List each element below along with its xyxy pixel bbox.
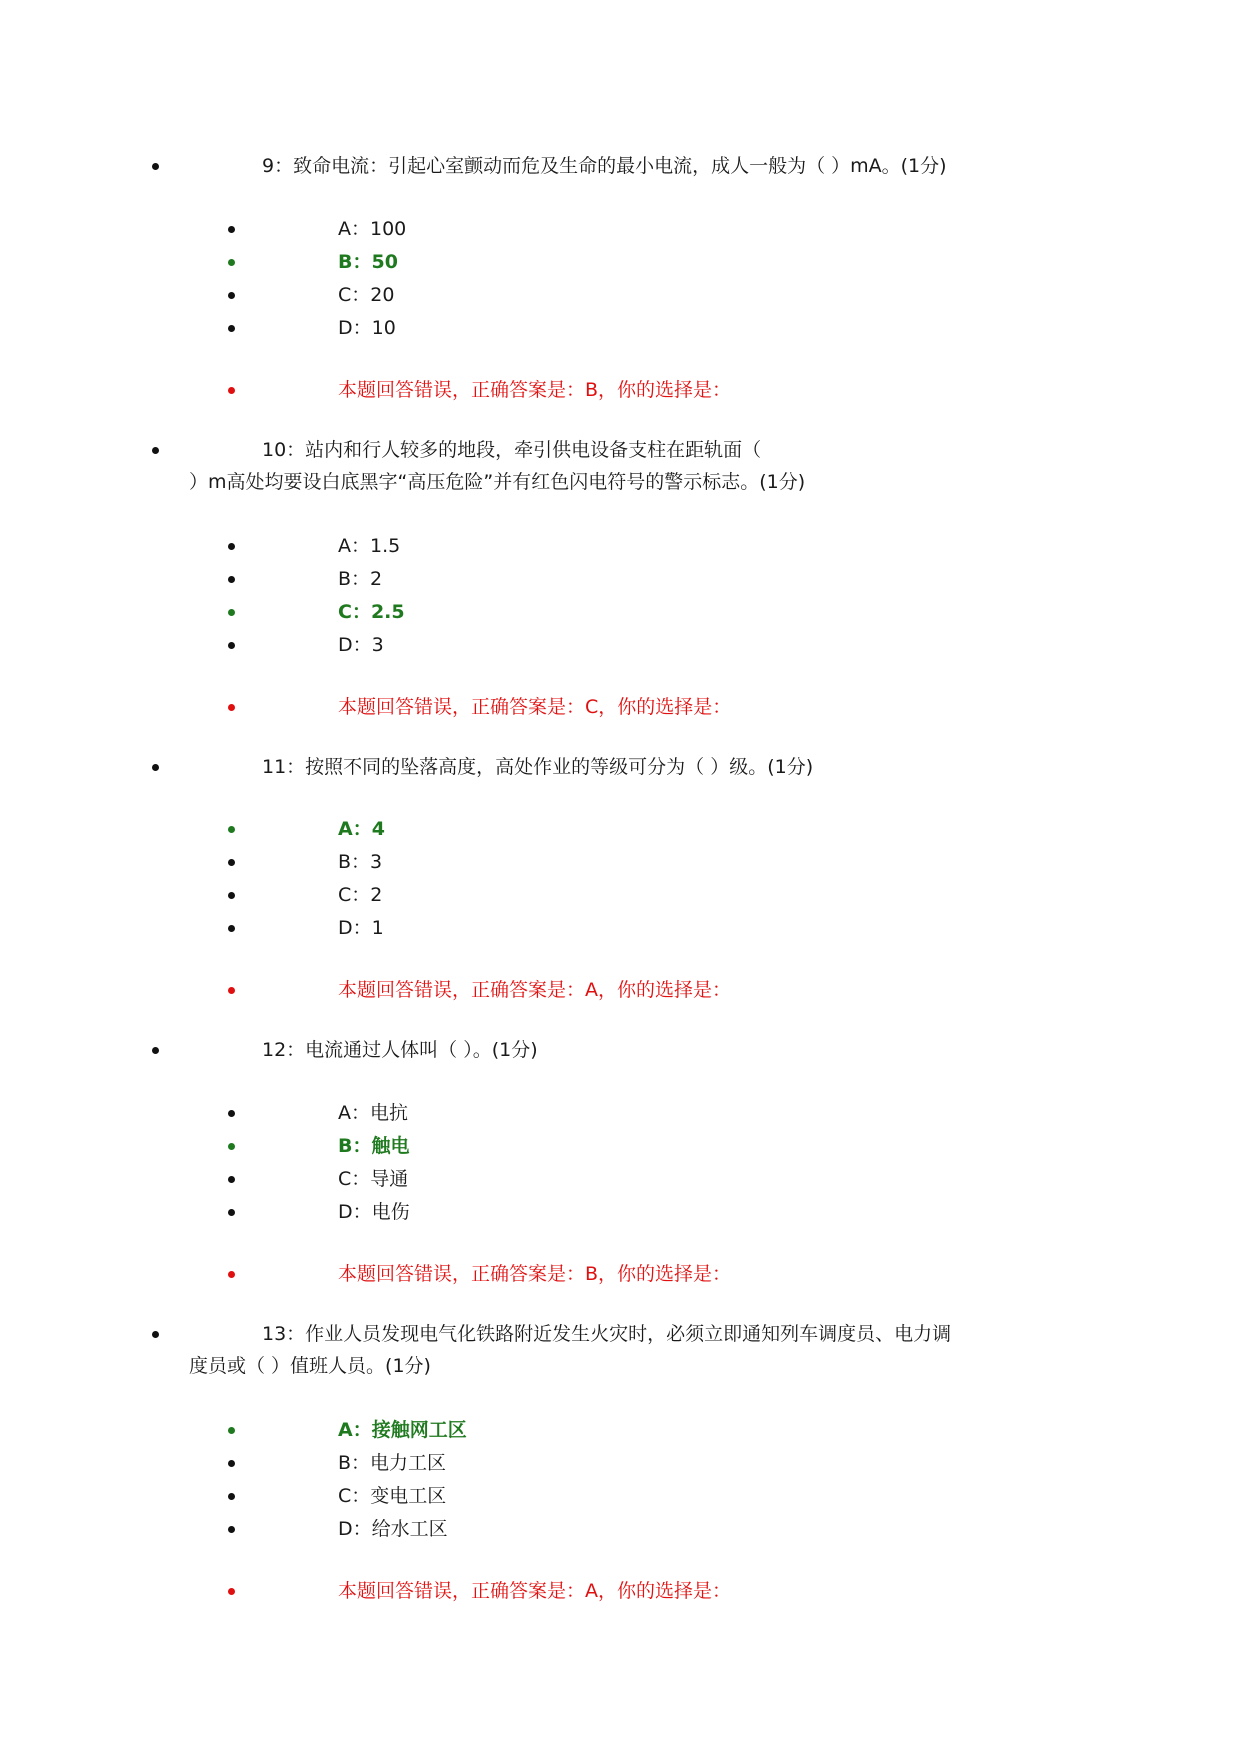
- result-bullet: [228, 1271, 235, 1278]
- question-bullet: [152, 1047, 159, 1054]
- answer-result: 本题回答错误，正确答案是：B，你的选择是：: [338, 1263, 732, 1285]
- result-bullet: [228, 987, 235, 994]
- option-a[interactable]: A：100: [338, 218, 407, 240]
- result-bullet: [228, 387, 235, 394]
- option-bullet: [228, 1493, 235, 1500]
- option-bullet: [228, 892, 235, 899]
- option-bullet: [228, 609, 235, 616]
- option-b[interactable]: B：2: [338, 568, 383, 590]
- option-bullet: [228, 292, 235, 299]
- option-a[interactable]: A：电抗: [338, 1102, 408, 1124]
- option-a-correct[interactable]: A：接触网工区: [338, 1419, 467, 1441]
- question-bullet: [152, 163, 159, 170]
- question-bullet: [152, 764, 159, 771]
- option-bullet: [228, 859, 235, 866]
- option-c[interactable]: C：变电工区: [338, 1485, 447, 1507]
- option-a[interactable]: A：1.5: [338, 535, 401, 557]
- question-text: 11：按照不同的坠落高度，高处作业的等级可分为（ ）级。(1分): [262, 756, 814, 778]
- option-bullet: [228, 259, 235, 266]
- option-d[interactable]: D：电伤: [338, 1201, 410, 1223]
- option-d[interactable]: D：3: [338, 634, 384, 656]
- option-bullet: [228, 325, 235, 332]
- option-b-correct[interactable]: B：触电: [338, 1135, 410, 1157]
- option-b-correct[interactable]: B：50: [338, 251, 398, 273]
- option-bullet: [228, 1427, 235, 1434]
- question-bullet: [152, 1331, 159, 1338]
- option-c[interactable]: C：20: [338, 284, 395, 306]
- option-d[interactable]: D：1: [338, 917, 384, 939]
- option-bullet: [228, 576, 235, 583]
- result-bullet: [228, 704, 235, 711]
- question-bullet: [152, 447, 159, 454]
- option-bullet: [228, 543, 235, 550]
- option-b[interactable]: B：电力工区: [338, 1452, 447, 1474]
- option-b[interactable]: B：3: [338, 851, 383, 873]
- option-bullet: [228, 1110, 235, 1117]
- answer-result: 本题回答错误，正确答案是：A，你的选择是：: [338, 1580, 731, 1602]
- option-c[interactable]: C：2: [338, 884, 383, 906]
- option-bullet: [228, 826, 235, 833]
- answer-result: 本题回答错误，正确答案是：B，你的选择是：: [338, 379, 732, 401]
- question-text: 9：致命电流：引起心室颤动而危及生命的最小电流，成人一般为（ ）mA。(1分): [262, 155, 947, 177]
- option-c[interactable]: C：导通: [338, 1168, 409, 1190]
- option-a-correct[interactable]: A：4: [338, 818, 385, 840]
- question-text-line-2: 度员或（ ）值班人员。(1分): [189, 1355, 431, 1377]
- result-bullet: [228, 1588, 235, 1595]
- option-bullet: [228, 1176, 235, 1183]
- option-bullet: [228, 226, 235, 233]
- option-bullet: [228, 1209, 235, 1216]
- option-d[interactable]: D：给水工区: [338, 1518, 448, 1540]
- question-text-line-1: 13：作业人员发现电气化铁路附近发生火灾时，必须立即通知列车调度员、电力调: [262, 1323, 952, 1345]
- option-bullet: [228, 1143, 235, 1150]
- option-c-correct[interactable]: C：2.5: [338, 601, 405, 623]
- option-bullet: [228, 1526, 235, 1533]
- option-bullet: [228, 925, 235, 932]
- answer-result: 本题回答错误，正确答案是：C，你的选择是：: [338, 696, 732, 718]
- option-d[interactable]: D：10: [338, 317, 396, 339]
- question-text: 12：电流通过人体叫（ ）。(1分): [262, 1039, 538, 1061]
- question-text-line-2: ）m高处均要设白底黑字“高压危险”并有红色闪电符号的警示标志。(1分): [189, 471, 806, 493]
- question-text-line-1: 10：站内和行人较多的地段，牵引供电设备支柱在距轨面（: [262, 439, 762, 461]
- option-bullet: [228, 1460, 235, 1467]
- option-bullet: [228, 642, 235, 649]
- answer-result: 本题回答错误，正确答案是：A，你的选择是：: [338, 979, 731, 1001]
